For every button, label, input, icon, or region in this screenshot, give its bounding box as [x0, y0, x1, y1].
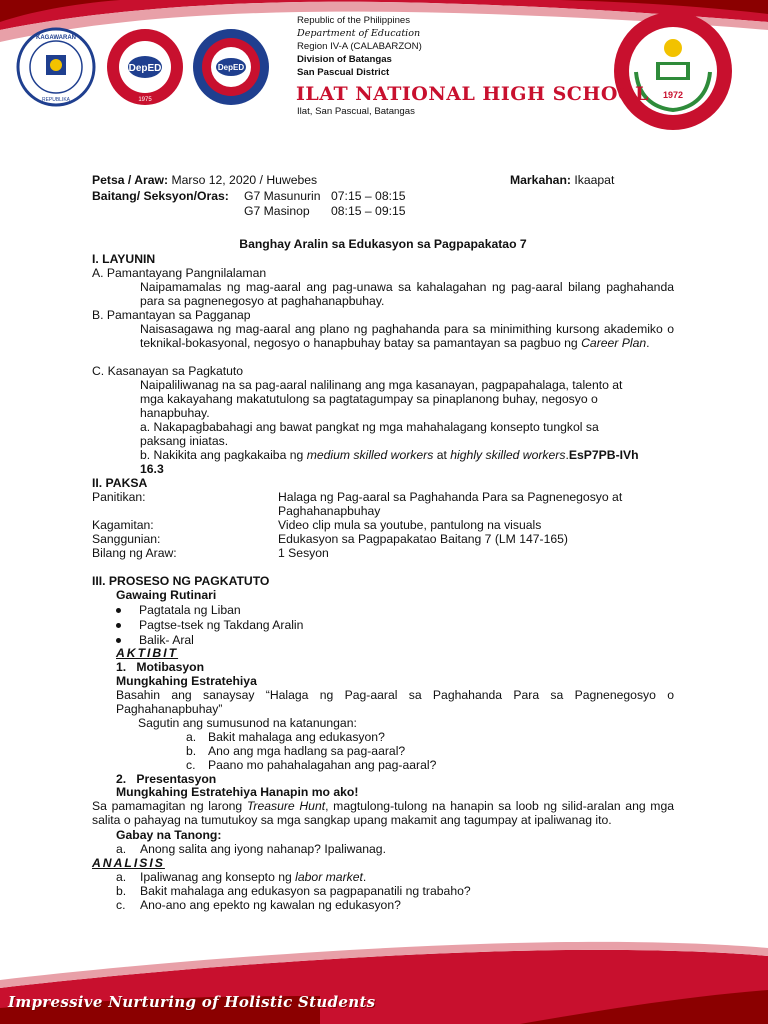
treasure-hunt-paragraph: Sa pamamagitan ng larong Treasure Hunt, magtulong-tulong na hanapin sa loob ng silid-aralan ang mga salita o pahayag na tumutukoy sa mga sangkap upang makamit ang tagumpay at ipaliwanag ito.: [92, 799, 675, 827]
layunin-c-line-3: hanapbuhay.: [140, 406, 210, 420]
svg-text:1972: 1972: [662, 90, 684, 100]
paksa-value-panitikan: Halaga ng Pag-aaral sa Paghahanda Para sa Pagnenegosyo at: [278, 490, 623, 504]
layunin-cb-medium: medium skilled workers: [306, 448, 434, 462]
paksa-heading: II. PAKSA: [92, 476, 148, 490]
routine-item-1: Pagtatala ng Liban: [116, 603, 241, 617]
svg-text:DepED: DepED: [128, 63, 162, 74]
strategy-2: Mungkahing Estratehiya Hanapin mo ako!: [116, 785, 359, 799]
svg-text:KAGAWARAN: KAGAWARAN: [36, 35, 76, 41]
layunin-c-line-2: mga kakayahang makatutulong sa pagtatagumpay sa pinaplanong buhay, negosyo o: [140, 392, 598, 406]
layunin-cb-code: EsP7PB-IVh: [568, 448, 639, 462]
paksa-value-kagamitan: Video clip mula sa youtube, pantulong na visuals: [278, 518, 542, 532]
ilat-nhs-seal: [612, 10, 734, 132]
division-batangas-seal: [105, 27, 185, 107]
bullet-icon: [116, 638, 121, 643]
analisis-item-b: b. Bakit mahalaga ang edukasyon sa pagpapanatili ng trabaho?: [116, 884, 471, 898]
layunin-b-main: Naisasagawa ng mag-aaral ang plano ng paghahanda para sa minimithing kursong akademiko o teknikal-bokasyonal, negosyo o hanapbuhay batay sa pamantayan sa pagbuo ng: [140, 322, 674, 350]
bullet-icon: [116, 623, 121, 628]
layunin-cb-highly: highly skilled workers: [450, 448, 566, 462]
school-name: ILAT NATIONAL HIGH SCHOOL: [296, 83, 649, 105]
header-department: Department of Education: [297, 28, 421, 39]
layunin-ca-line-1: a. Nakapagbabahagi ang bawat pangkat ng mga mahahalagang konsepto tungkol sa: [140, 420, 599, 434]
layunin-b-end: .: [646, 336, 650, 350]
layunin-c-line-1: Naipaliliwanag na sa pag-aaral nalilinang ang mga kasanayan, pagpapahalaga, talento at: [140, 378, 623, 392]
paksa-value-sanggunian: Edukasyon sa Pagpapakatao Baitang 7 (LM 147-165): [278, 532, 568, 546]
question-b: b. Ano ang mga hadlang sa pag-aaral?: [186, 744, 406, 758]
analisis-item-c: c. Ano-ano ang epekto ng kawalan ng edukasyon?: [116, 898, 401, 912]
strategy-1: Mungkahing Estratehiya: [116, 674, 257, 688]
svg-text:DepED: DepED: [217, 63, 245, 72]
quarter-label: Markahan:: [510, 173, 571, 187]
routine-item-2: Pagtse-tsek ng Takdang Aralin: [116, 618, 303, 632]
analisis-item-a: a. Ipaliwanag ang konsepto ng labor market.: [116, 870, 367, 884]
layunin-ca-line-2: paksang iniatas.: [140, 434, 229, 448]
layunin-cb-code-2: 16.3: [140, 462, 164, 476]
routine-heading: Gawaing Rutinari: [116, 588, 217, 602]
question-a: a. Bakit mahalaga ang edukasyon?: [186, 730, 385, 744]
layunin-cb-mid: at: [433, 448, 451, 462]
proseso-heading: III. PROSESO NG PAGKATUTO: [92, 574, 270, 588]
sagutin-text: Sagutin ang sumusunod na katanungan:: [138, 716, 357, 730]
layunin-cb-line: [140, 448, 639, 462]
header-division: Division of Batangas: [297, 54, 392, 65]
motibasyon-heading: 1. Motibasyon: [116, 660, 205, 674]
paksa-label-kagamitan: Kagamitan:: [92, 518, 154, 532]
header-region: Region IV-A (CALABARZON): [297, 41, 422, 52]
svg-text:1975: 1975: [138, 97, 152, 103]
paksa-value-panitikan-2: Paghahanapbuhay: [278, 504, 381, 518]
paksa-label-sanggunian: Sanggunian:: [92, 532, 161, 546]
layunin-cb-dot: .: [565, 448, 569, 462]
svg-text:REPUBLIKA: REPUBLIKA: [41, 97, 71, 103]
date-label: Petsa / Araw:: [92, 173, 169, 187]
header-district: San Pascual District: [297, 67, 390, 78]
layunin-b-label: B. Pamantayan sa Pagganap: [92, 308, 251, 322]
question-c: c. Paano mo pahahalagahan ang pag-aaral?: [186, 758, 437, 772]
section-1-time: 07:15 – 08:15: [331, 189, 406, 203]
aktibit-heading: AKTIBIT: [116, 646, 179, 660]
section-2-name: G7 Masinop: [244, 204, 310, 218]
school-motto: Impressive Nurturing of Holistic Students: [8, 993, 376, 1011]
layunin-a-label: A. Pamantayang Pangnilalaman: [92, 266, 267, 280]
date-line: [92, 173, 317, 187]
paksa-value-bilang: 1 Sesyon: [278, 546, 329, 560]
presentasyon-heading: 2. Presentasyon: [116, 772, 217, 786]
deped-seal: [16, 27, 96, 107]
bullet-icon: [116, 608, 121, 613]
paksa-label-panitikan: Panitikan:: [92, 490, 146, 504]
date-value: Marso 12, 2020 / Huwebes: [171, 173, 318, 187]
grade-label: Baitang/ Seksyon/Oras:: [92, 189, 229, 203]
quarter-line: [510, 173, 614, 187]
routine-item-3: Balik- Aral: [116, 633, 194, 647]
section-2-time: 08:15 – 09:15: [331, 204, 406, 218]
header-republic: Republic of the Philippines: [297, 15, 411, 26]
basahin-text: Basahin ang sanaysay “Halaga ng Pag-aaral sa Paghahanda Para sa Pagnenegosyo o Paghahanapbuhay”: [116, 688, 674, 716]
layunin-a-text: Naipamamalas ng mag-aaral ang pag-unawa sa kahalagahan ng pag-aaral bilang paghahanda para sa pagnenegosyo at paghahanapbuhay.: [140, 280, 674, 308]
quarter-value: Ikaapat: [574, 173, 615, 187]
layunin-b-career-plan: Career Plan: [581, 336, 647, 350]
document-title: Banghay Aralin sa Edukasyon sa Pagpapakatao 7: [239, 237, 527, 251]
school-address: Ilat, San Pascual, Batangas: [297, 106, 415, 117]
treasure-hunt-italic: Treasure Hunt: [246, 799, 326, 813]
layunin-c-label: C. Kasanayan sa Pagkatuto: [92, 364, 244, 378]
paksa-label-bilang: Bilang ng Araw:: [92, 546, 177, 560]
analisis-heading: ANALISIS: [92, 856, 165, 870]
layunin-cb-pre: b. Nakikita ang pagkakaiba ng: [140, 448, 307, 462]
gabay-question: a. Anong salita ang iyong nahanap? Ipaliwanag.: [116, 842, 386, 856]
san-pascual-district-seal: [191, 27, 271, 107]
layunin-heading: I. LAYUNIN: [92, 252, 156, 266]
section-1-name: G7 Masunurin: [244, 189, 321, 203]
layunin-b-text: [140, 322, 674, 350]
gabay-heading: Gabay na Tanong:: [116, 828, 222, 842]
